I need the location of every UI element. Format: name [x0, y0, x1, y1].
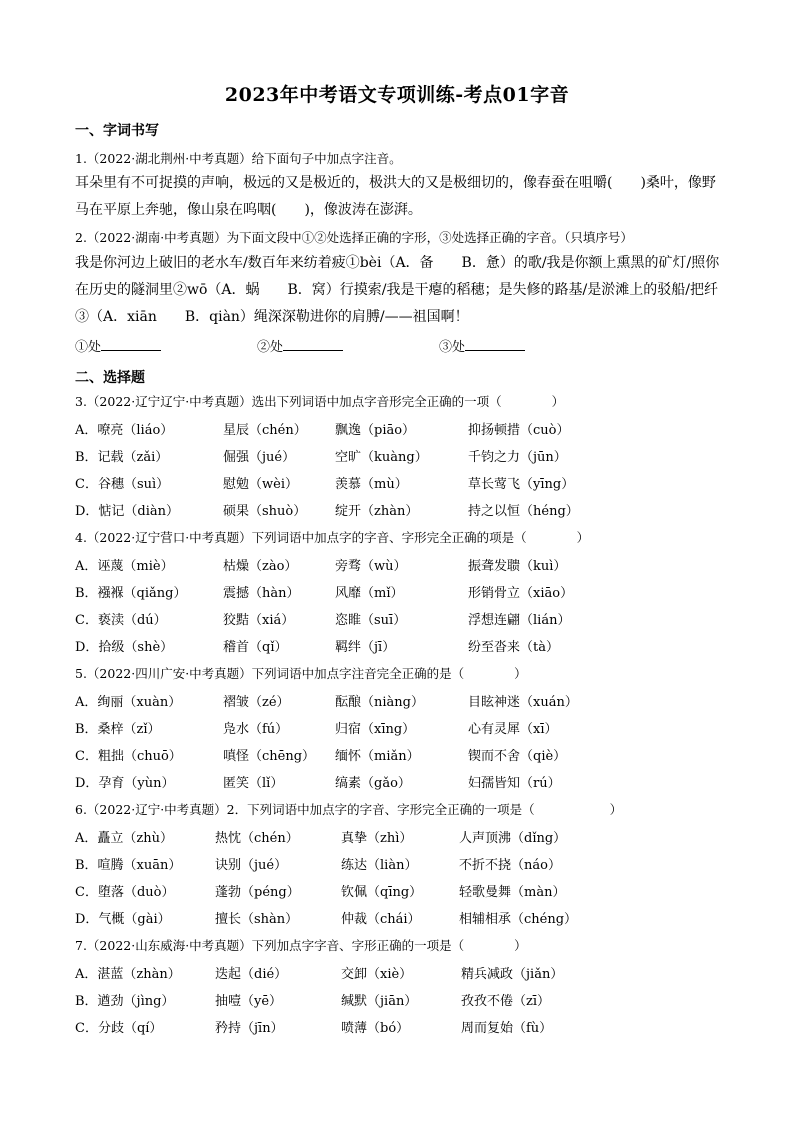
section-heading-1: 一、字词书写: [75, 123, 159, 139]
page-title: 2023年中考语文专项训练-考点01字音: [224, 84, 570, 106]
blank-1[interactable]: ①处: [75, 336, 101, 355]
blank-line: [283, 336, 343, 351]
question-4-stem: 4.（2022·辽宁营口·中考真题）下列词语中加点字的字音、字形完全正确的项是（ ）: [75, 530, 590, 545]
question-7-stem: 7.（2022·山东威海·中考真题）下列加点字字音、字形正确的一项是（ ）: [75, 938, 527, 953]
blank-2[interactable]: ②处: [257, 336, 283, 355]
blank-line: [465, 336, 525, 351]
question-2-text: 我是你河边上破旧的老水车/数百年来纺着疲①bèi（A．备 B．惫）的歌/我是你额上熏黑的矿灯/照你在历史的隧洞里②wō（A．蜗 B．窝）行摸索/我是干瘪的稻穗；是失修的路基/是淤滩上的驳船/把纤③（A．xiān B．qiàn）绳深深勒进你的肩膊/——祖国啊！: [75, 255, 720, 325]
question-1-text: 耳朵里有不可捉摸的声响，极远的又是极近的，极洪大的又是极细切的，像春蚕在咀嚼( )桑叶，像野马在平原上奔驰，像山泉在呜咽( )，像波涛在澎湃。: [75, 175, 716, 218]
question-3-stem: 3.（2022·辽宁辽宁·中考真题）选出下列词语中加点字音形完全正确的一项（ ）: [75, 394, 565, 409]
document-page: 2023年中考语文专项训练-考点01字音 一、字词书写 1.（2022·湖北荆州·中考真题）给下面句子中加点字注音。 耳朵里有不可捉摸的声响，极远的又是极近的，极洪大的又是极细切的，像春蚕在咀嚼( )桑叶，像野马在平原上奔驰，像山泉在呜咽( )，像波涛在澎湃。 2.（2022·湖南·中考真题）为下面文段中①②处选择正确的字形，③处选择正确的字音。（只填序号） 我是你河边上破旧的老水车/数百年来纺着疲①bèi（A．备 B．惫）的歌/我是你额上熏黑的矿灯/照你在历史的隧洞里②wō（A．蜗 B．窝）行摸索/我是干瘪的稻穗；是失修的路基/是淤滩上的驳船/把纤③（A．xiān B．qiàn）绳深深勒进你的肩膊/——祖国啊！ ①处 ②处 ③处 二、选择题 3.（2022·辽宁辽宁·中考真题）选出下列词语中加点字音形完全正确的一项（ ） A．嘹亮（liáo） 星辰（chén） 飘逸（piāo） 抑扬顿措（cuò） B．记载（zǎi） 倔强（jué） 空旷（kuàng） 千钧之力（jūn） C．谷穗（suì） 慰勉（wèi） 羡慕（mù） 草长莺飞（yīng） D．惦记（diàn） 硕果（shuò） 绽开（zhàn） 持之以恒（héng） 4.（2022·辽宁营口·中考真题）下列词语中加点字的字音、字形完全正确的项是（ ） A．诬蔑（miè） 枯燥（zào） 旁骛（wù） 振聋发聩（kuì） B．襁褓（qiǎng） 震撼（hàn） 风靡（mǐ） 形销骨立（xiāo） C．亵渎（dú） 狡黠（xiá） 恣睢（suī） 浮想连翩（lián） D．拾级（shè） 稽首（qǐ） 羁绊（jī） 纷至沓来（tà） 5.（2022·四川广安·中考真题）下列词语中加点字注音完全正确的是（ ） A．绚丽（xuàn） 褶皱（zé） 酝酿（niàng） 目眩神迷（xuán） B．桑梓（zǐ） 凫水（fú） 归宿（xīng） 心有灵犀（xī） C．粗拙（chuō） 嗔怪（chēng） 缅怀（miǎn） 锲而不舍（qiè） D．孕育（yùn） 匿笑（lǐ） 缟素（gǎo） 妇孺皆知（rú） 6.（2022·辽宁·中考真题）2．下列词语中加点字的字音、字形完全正确的一项是（ ） A．矗立（zhù） 热忱（chén） 真挚（zhì） 人声顶沸（dǐng） B．喧腾（xuān） 诀别（jué） 练达（liàn） 不折不挠（náo） C．堕落（duò） 蓬勃（péng） 钦佩（qīng） 轻歌曼舞（màn） D．气概（gài） 擅长（shàn） 仲裁（chái） 相辅相承（chéng） 7.（2022·山东威海·中考真题）下列加点字字音、字形正确的一项是（ ） A．湛蓝（zhàn） 迭起（dié） 交卸（xiè） 精兵减政（jiǎn） B．遒劲（jìng） 抽噎（yē） 缄默（jiān） 孜孜不倦（zī） C．分歧（qí） 矜持（jīn） 喷薄（bó） 周而复始（fù）: [0, 0, 794, 1123]
question-5-stem: 5.（2022·四川广安·中考真题）下列词语中加点字注音完全正确的是（ ）: [75, 666, 527, 681]
question-1-stem: 1.（2022·湖北荆州·中考真题）给下面句子中加点字注音。: [75, 151, 402, 166]
question-2-stem: 2.（2022·湖南·中考真题）为下面文段中①②处选择正确的字形，③处选择正确的字音。（只填序号）: [75, 230, 633, 245]
question-6-stem: 6.（2022·辽宁·中考真题）2．下列词语中加点字的字音、字形完全正确的一项是（ ）: [75, 802, 623, 817]
blank-3[interactable]: ③处: [439, 336, 465, 355]
section-heading-2: 二、选择题: [75, 370, 145, 386]
blank-line: [101, 336, 161, 351]
